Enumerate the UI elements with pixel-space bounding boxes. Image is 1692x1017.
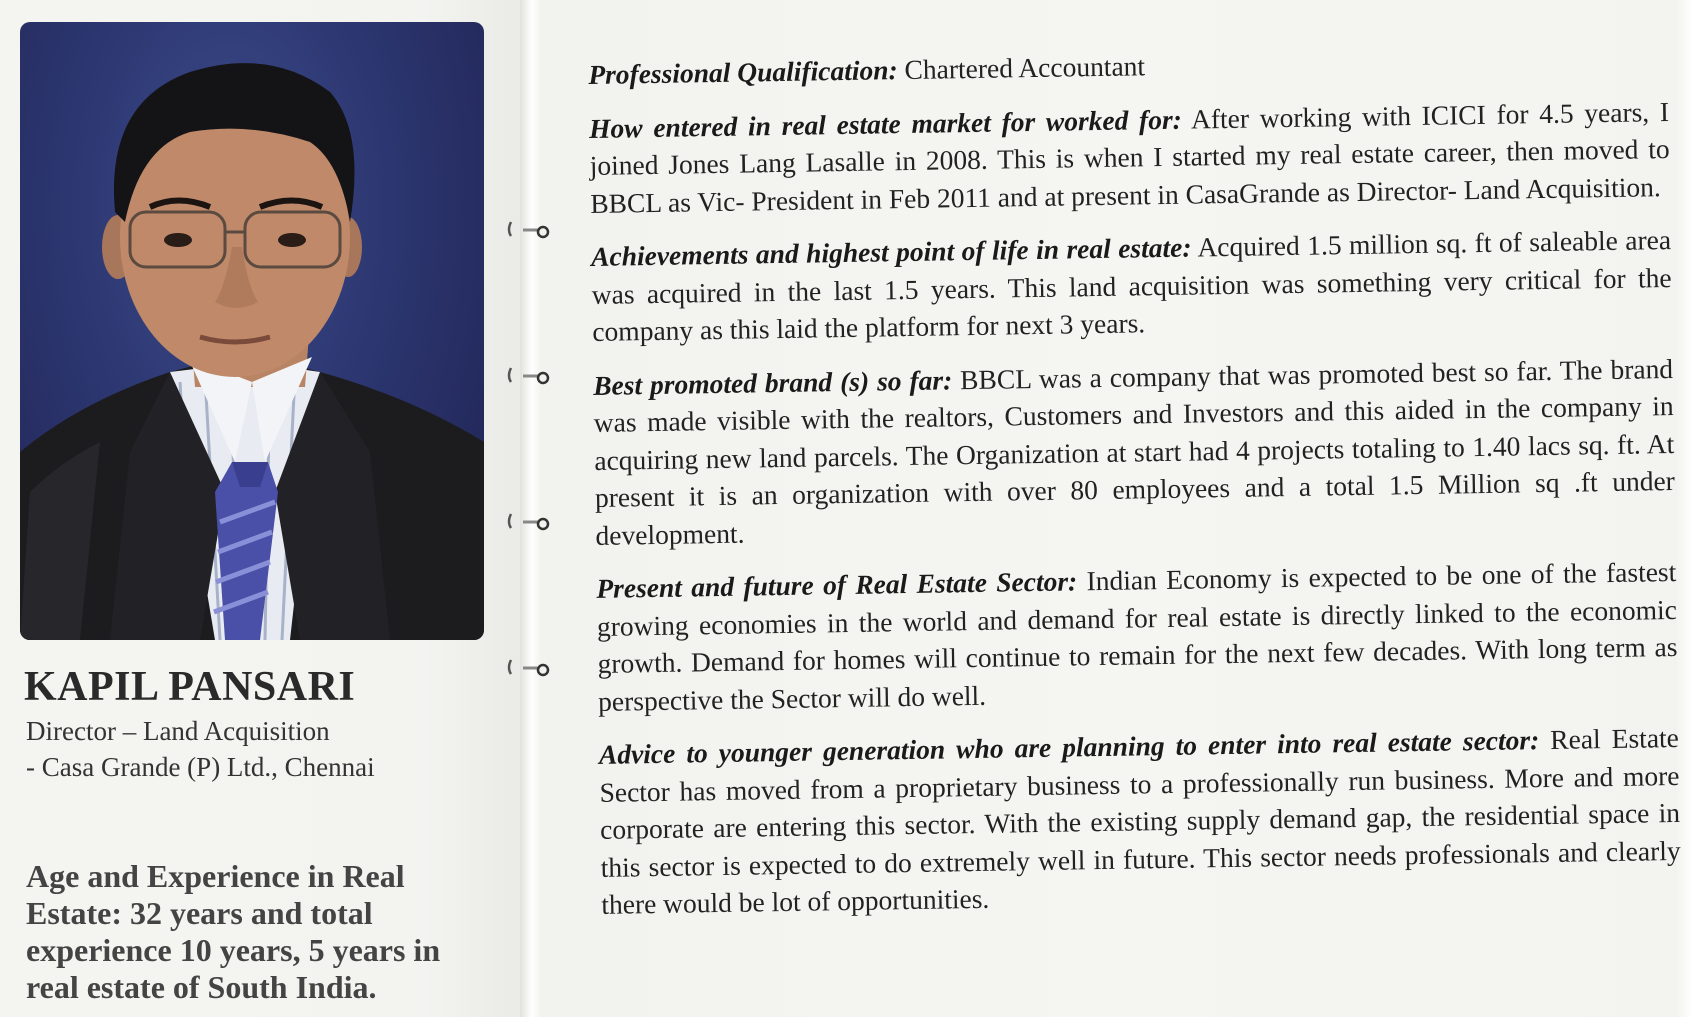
section-label: Advice to younger generation who are planning to enter into real estate sector: bbox=[598, 724, 1540, 770]
section-entry bbox=[589, 93, 1671, 222]
binder-ring-icon bbox=[505, 510, 555, 534]
binder-ring-icon bbox=[505, 656, 555, 680]
section-future bbox=[596, 553, 1678, 720]
person-company: - Casa Grande (P) Ltd., Chennai bbox=[26, 752, 375, 782]
section-text: Indian Economy is expected to be one of the fastest growing economies in the world and demand for real estate is directly linked to the economic growth. Demand for homes will continue to remain for the next few decades. With long term as perspective the Sector will do well. bbox=[596, 555, 1678, 717]
binder-ring-icon bbox=[505, 218, 555, 242]
section-text: Real Estate Sector has moved from a proprietary business to a professionally run business. More and more corporate are entering this sector. With the existing supply demand gap, the residential space in this sector is expected to do extremely well in future. This sector needs professionals and clearly there would be lot of opportunities. bbox=[599, 721, 1681, 920]
section-text: Acquired 1.5 million sq. ft of saleable area was acquired in the last 1.5 years. This land acquisition was something very critical for the company as this laid the platform for next 3 years. bbox=[591, 224, 1672, 347]
page-gutter bbox=[520, 0, 540, 1017]
section-label: Best promoted brand (s) so far: bbox=[592, 363, 953, 401]
interview-content bbox=[588, 39, 1682, 939]
person-role: Director – Land Acquisition bbox=[26, 716, 330, 746]
person-name: KAPIL PANSARI bbox=[24, 664, 356, 710]
section-label: Achievements and highest point of life in real estate: bbox=[590, 231, 1192, 272]
age-experience: Age and Experience in Real Estate: 32 years and total experience 10 years, 5 years in real estate of South India. bbox=[26, 858, 441, 1005]
section-achievements bbox=[591, 221, 1673, 350]
section-text: BBCL was a company that was promoted best so far. The brand was made visible with the realtors, Customers and Investors and this aided in the company in acquiring new land parcels. The Organization at start had 4 projects totaling to 1.40 lacs sq. ft. At present it is an organization with over 80 employees and a total 1.5 Million sq .ft under development. bbox=[593, 352, 1676, 551]
section-label: Professional Qualification: bbox=[588, 54, 898, 90]
binder-ring-icon bbox=[505, 364, 555, 388]
section-label: How entered in real estate market for worked for: bbox=[588, 103, 1183, 144]
section-text: After working with ICICI for 4.5 years, I joined Jones Lang Lasalle in 2008. This is when I started my real estate career, then moved to BBCL as Vic- President in Feb 2011 and at present in CasaGrande as Director- Land Acquisition. bbox=[589, 95, 1670, 219]
portrait-illustration bbox=[20, 22, 484, 640]
section-best-brand bbox=[593, 349, 1676, 553]
portrait-photo bbox=[20, 22, 484, 640]
section-text: Chartered Accountant bbox=[904, 50, 1146, 86]
section-advice bbox=[599, 719, 1682, 923]
section-label: Present and future of Real Estate Sector: bbox=[596, 565, 1078, 604]
